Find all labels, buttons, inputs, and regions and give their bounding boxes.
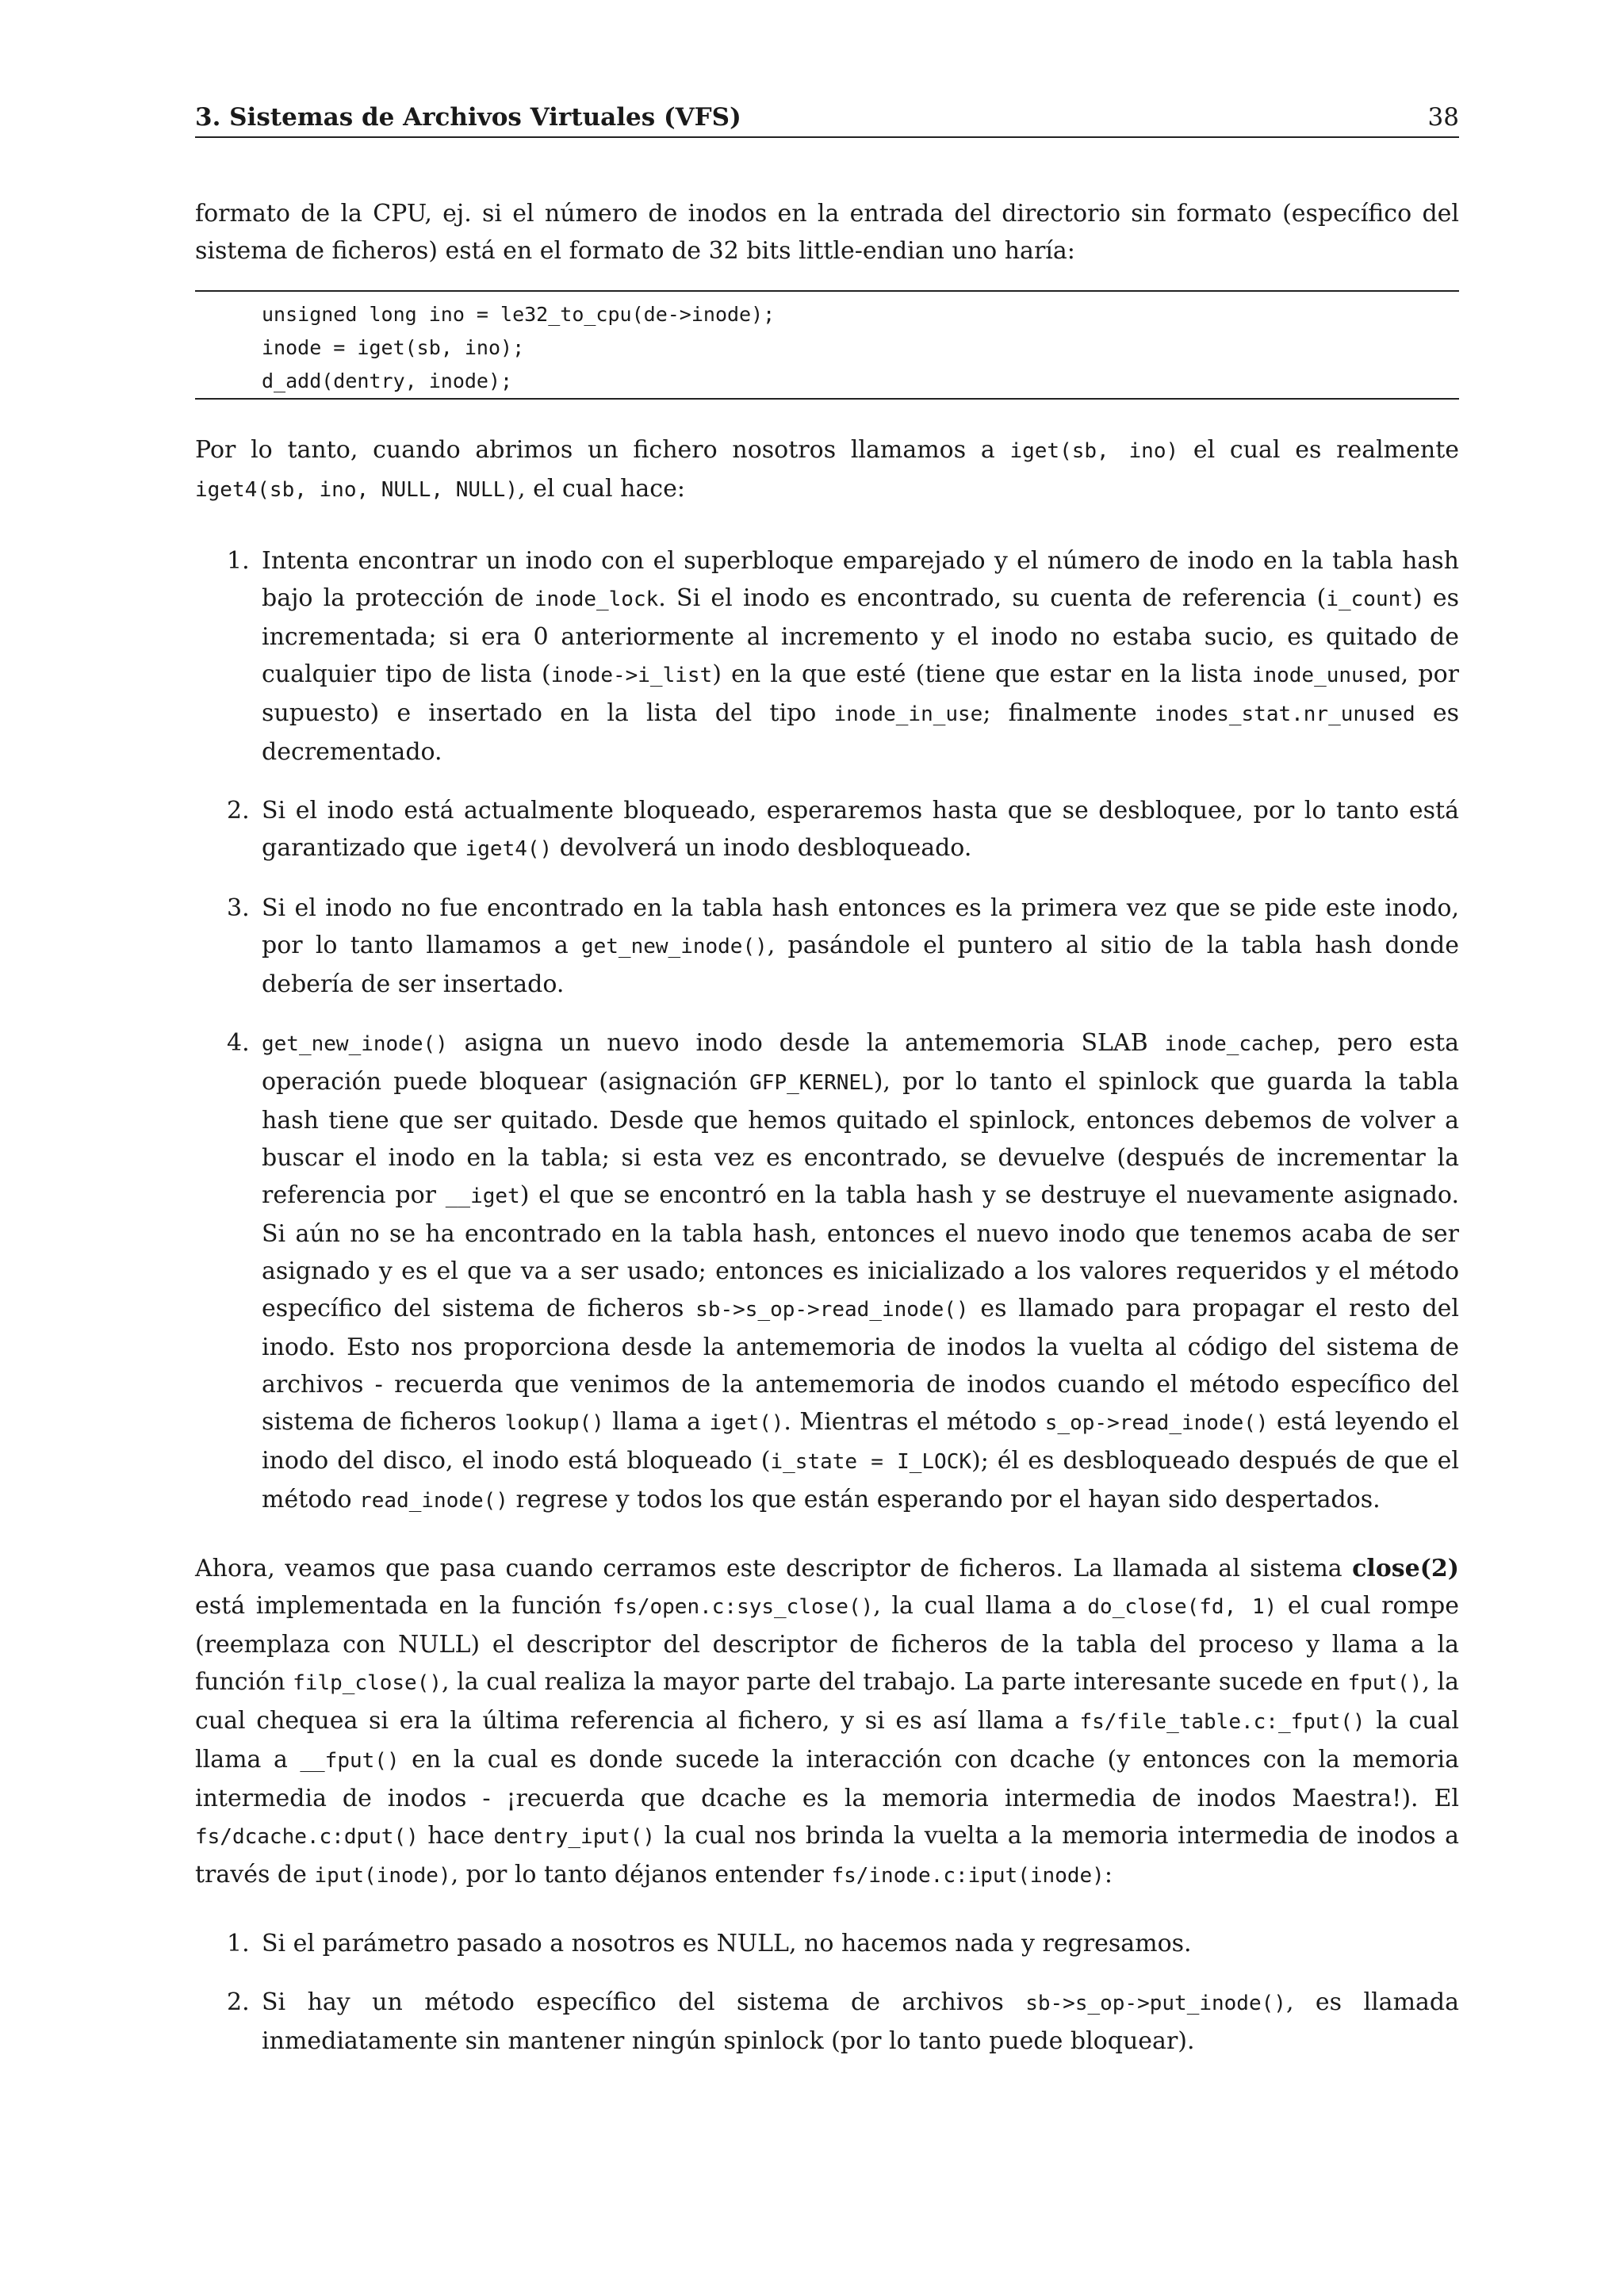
inline-code: iput(inode) [314, 1864, 451, 1888]
code-block [195, 290, 1459, 400]
text-run: el cual rompe (reemplaza con NULL) el descriptor del descriptor de ficheros de la tabla del proceso y llama a la función [195, 1592, 1459, 1696]
chapter-title: 3. Sistemas de Archivos Virtuales (VFS) [195, 103, 741, 132]
text-run: asigna un nuevo inodo desde la antememoria SLAB [447, 1029, 1165, 1057]
list-item-text [262, 797, 1459, 862]
list-item [195, 890, 1459, 1003]
inline-code: inode->i_list [550, 664, 713, 687]
code-line: inode = iget(sb, ino); [262, 336, 525, 359]
list-item-number: 3. [227, 894, 250, 922]
inline-code: iget4(sb, ino, NULL, NULL) [195, 478, 518, 502]
inline-code: GFP_KERNEL [749, 1071, 874, 1095]
inline-code: filp_close() [293, 1671, 442, 1695]
inline-code: fs/dcache.c:dput() [195, 1825, 419, 1849]
text-run: ) en la que esté (tiene que estar en la lista [712, 660, 1252, 688]
iget-steps-list [195, 542, 1459, 1520]
text-run: hace [418, 1822, 494, 1850]
inline-code: inode_cachep [1164, 1032, 1314, 1056]
text-run: , es llamada inmediatamente sin mantener ningún spinlock (por lo tanto puede bloquear). [262, 1988, 1459, 2055]
inline-code: lookup() [504, 1411, 604, 1435]
inline-code: fs/inode.c:iput(inode) [831, 1864, 1105, 1888]
bold-term: close(2) [1352, 1555, 1459, 1582]
text-run: en la cual es donde sucede la interacción con dcache (y entonces con la memoria intermedia de inodos - ¡recuerda que dcache es la memoria intermedia de inodos Maestra!). El [195, 1746, 1460, 1812]
list-item-text [262, 1029, 1459, 1513]
text-run: , por lo tanto déjanos entender [450, 1861, 832, 1888]
text-run: , el cual hace: [518, 475, 685, 503]
inline-code: inode_lock [534, 587, 659, 611]
text-run: regrese y todos los que están esperando por el hayan sido despertados. [508, 1486, 1381, 1513]
list-item [195, 1925, 1459, 1962]
text-run: está implementada en la función [195, 1592, 613, 1620]
list-item [195, 1984, 1459, 2060]
inline-code: fs/open.c:sys_close() [612, 1595, 874, 1619]
text-run: la cual llama a [195, 1707, 1459, 1774]
text-run: devolverá un inodo desbloqueado. [552, 834, 972, 862]
inline-code: iget(sb, ino) [1009, 439, 1179, 463]
inline-code: inodes_stat.nr_unused [1154, 702, 1415, 726]
inline-code: read_inode() [359, 1489, 508, 1513]
iget-paragraph [195, 431, 1459, 509]
list-item-number: 4. [227, 1029, 250, 1057]
text-run: es llamado para propagar el resto del inodo. Esto nos proporciona desde la antememoria de inodos la vuelta al código del sistema de archivos - recuerda que venimos de la antememoria de inodos cuando el método específico del sistema de ficheros [262, 1295, 1460, 1436]
list-item-number: 2. [227, 797, 250, 825]
document-page [195, 103, 1459, 2060]
text-run: llama a [603, 1408, 710, 1436]
text-run: ) es incrementada; si era 0 anteriormente al incremento y el inodo no estaba sucio, es quitado de cualquier tipo de lista ( [262, 584, 1459, 688]
text-run: es decrementado. [262, 699, 1459, 766]
page-number: 38 [1427, 103, 1459, 132]
inline-code: fput() [1347, 1671, 1423, 1695]
text-run: . Si el inodo es encontrado, su cuenta de referencia ( [658, 584, 1327, 612]
running-header [195, 103, 1459, 138]
list-item-text [262, 894, 1459, 998]
inline-code: __iget [445, 1184, 520, 1208]
list-item-text [262, 547, 1459, 766]
text-run: Si hay un método específico del sistema de archivos [262, 1988, 1026, 2016]
inline-code: fs/file_table.c:_fput() [1079, 1710, 1365, 1734]
inline-code: inode_in_use [833, 702, 983, 726]
inline-code: iget() [709, 1411, 784, 1435]
text-run: Ahora, veamos que pasa cuando cerramos este descriptor de ficheros. La llamada al sistema [195, 1555, 1353, 1582]
text-run: ) el que se encontró en la tabla hash y se destruye el nuevamente asignado. Si aún no se ha encontrado en la tabla hash, entonces el nuevo inodo que tenemos acaba de ser asignado y es el que va a ser usado; entonces es inicializado a los valores requeridos y el método específico del sistema de ficheros [262, 1181, 1459, 1322]
text-run: . Mientras el método [783, 1408, 1045, 1436]
text-run: ); él es desbloqueado después de que el método [262, 1447, 1460, 1513]
iput-steps-list [195, 1925, 1459, 2060]
close-paragraph [195, 1550, 1459, 1895]
inline-code: __fput() [300, 1749, 400, 1773]
inline-code: dentry_iput() [493, 1825, 655, 1849]
text-run: , por supuesto) e insertado en la lista del tipo [262, 660, 1459, 727]
inline-code: s_op->read_inode() [1044, 1411, 1269, 1435]
list-item-number: 1. [227, 547, 250, 575]
text-run: , la cual chequea si era la última referencia al fichero, y si es así llama a [195, 1668, 1459, 1735]
text-run: , pero esta operación puede bloquear (asignación [262, 1029, 1459, 1096]
list-item [195, 792, 1459, 868]
inline-code: sb->s_op->put_inode() [1025, 1992, 1286, 2015]
inline-code: get_new_inode() [580, 935, 768, 959]
code-line: d_add(dentry, inode); [262, 369, 513, 392]
text-run: Si el parámetro pasado a nosotros es NULL, no hacemos nada y regresamos. [262, 1930, 1192, 1957]
text-run: Si el inodo está actualmente bloqueado, esperaremos hasta que se desbloquee, por lo tanto está garantizado que [262, 797, 1459, 862]
inline-code: get_new_inode() [262, 1032, 448, 1056]
text-run: : [1104, 1861, 1113, 1888]
text-run: , la cual realiza la mayor parte del trabajo. La parte interesante sucede en [442, 1668, 1348, 1696]
list-item-text [262, 1930, 1192, 1957]
list-item [195, 542, 1459, 771]
text-run: ; finalmente [982, 699, 1155, 727]
text-run: Intenta encontrar un inodo con el superbloque emparejado y el número de inodo en la tabla hash bajo la protección de [262, 547, 1459, 612]
intro-paragraph: formato de la CPU, ej. si el número de inodos en la entrada del directorio sin formato (específico del sistema de ficheros) está en el formato de 32 bits little-endian uno haría: [195, 200, 1459, 265]
text-run: la cual nos brinda la vuelta a la memoria intermedia de inodos a través de [195, 1822, 1459, 1888]
text-run: Si el inodo no fue encontrado en la tabla hash entonces es la primera vez que se pide este inodo, por lo tanto llamamos a [262, 894, 1459, 959]
list-item [195, 1024, 1459, 1520]
text-run: , la cual llama a [873, 1592, 1088, 1620]
inline-code: i_count [1326, 587, 1413, 611]
code-line: unsigned long ino = le32_to_cpu(de->inode); [262, 303, 776, 326]
inline-code: do_close(fd, 1) [1087, 1595, 1277, 1619]
inline-code: iget4() [465, 837, 553, 861]
list-item-number: 2. [227, 1988, 250, 2016]
text-run: ), por lo tanto el spinlock que guarda la tabla hash tiene que ser quitado. Desde que hemos quitado el spinlock, entonces debemos de volver a buscar el inodo en la tabla; si esta vez es encontrado, se devuelve (después de incrementar la referencia por [262, 1068, 1460, 1209]
list-item-text [262, 1988, 1459, 2055]
inline-code: i_state = I_LOCK [770, 1450, 972, 1474]
text-run: , pasándole el puntero al sitio de la tabla hash donde debería de ser insertado. [262, 932, 1459, 998]
text-run: Por lo tanto, cuando abrimos un fichero nosotros llamamos a [195, 436, 1010, 464]
inline-code: inode_unused [1251, 664, 1401, 687]
list-item-number: 1. [227, 1930, 250, 1957]
inline-code: sb->s_op->read_inode() [695, 1298, 969, 1322]
text-run: está leyendo el inodo del disco, el inodo está bloqueado ( [262, 1408, 1460, 1475]
text-run: el cual es realmente [1178, 436, 1460, 464]
